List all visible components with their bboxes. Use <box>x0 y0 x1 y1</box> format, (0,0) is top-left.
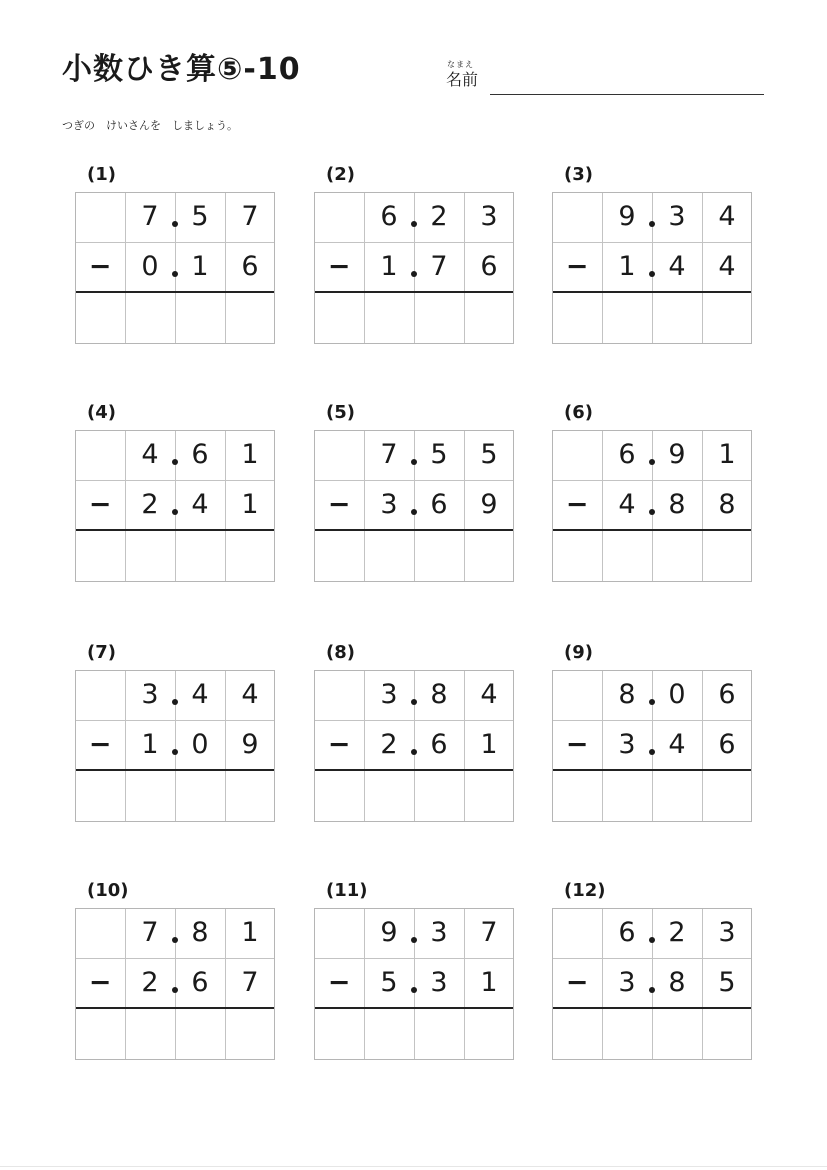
subtrahend-digit: 2 <box>141 489 159 520</box>
minuend-digit: 6 <box>191 439 209 470</box>
minuend-digit: 4 <box>141 439 159 470</box>
minuend-digit: 7 <box>141 201 159 232</box>
subtrahend-digit: 1 <box>380 251 398 282</box>
decimal-point <box>411 937 417 943</box>
minuend-digit: 9 <box>668 439 686 470</box>
minuend-digit: 4 <box>718 201 736 232</box>
problem-label: (7) <box>87 642 116 663</box>
minus-sign: − <box>565 729 589 760</box>
calc-grid <box>314 192 514 344</box>
decimal-point <box>172 459 178 465</box>
subtrahend-digit: 2 <box>141 967 159 998</box>
calc-grid <box>552 908 752 1060</box>
minuend-digit: 6 <box>380 201 398 232</box>
minuend-digit: 1 <box>718 439 736 470</box>
calc-grid <box>75 430 275 582</box>
subtrahend-digit: 6 <box>430 729 448 760</box>
subtrahend-digit: 1 <box>191 251 209 282</box>
problem-label: (1) <box>87 164 116 185</box>
problem-label: (11) <box>326 880 368 901</box>
subtrahend-digit: 8 <box>718 489 736 520</box>
decimal-point <box>172 987 178 993</box>
subtrahend-digit: 4 <box>718 251 736 282</box>
problem-8 <box>314 642 514 832</box>
calc-grid <box>75 192 275 344</box>
decimal-point <box>172 699 178 705</box>
minuend-digit: 7 <box>241 201 259 232</box>
subtrahend-digit: 4 <box>668 251 686 282</box>
calc-grid <box>552 430 752 582</box>
name-ruby: なまえ <box>447 60 474 69</box>
subtrahend-digit: 4 <box>668 729 686 760</box>
subtrahend-digit: 1 <box>618 251 636 282</box>
minuend-digit: 9 <box>380 917 398 948</box>
decimal-point <box>411 509 417 515</box>
subtrahend-digit: 6 <box>430 489 448 520</box>
name-field <box>446 60 764 96</box>
subtrahend-digit: 9 <box>241 729 259 760</box>
minus-sign: − <box>565 489 589 520</box>
subtrahend-digit: 1 <box>241 489 259 520</box>
minus-sign: − <box>88 729 112 760</box>
subtrahend-digit: 6 <box>480 251 498 282</box>
decimal-point <box>411 271 417 277</box>
problem-label: (3) <box>564 164 593 185</box>
calc-grid <box>75 908 275 1060</box>
decimal-point <box>172 271 178 277</box>
minuend-digit: 5 <box>191 201 209 232</box>
subtrahend-digit: 3 <box>430 967 448 998</box>
decimal-point <box>172 509 178 515</box>
minuend-digit: 2 <box>668 917 686 948</box>
minuend-digit: 6 <box>618 917 636 948</box>
minuend-digit: 2 <box>430 201 448 232</box>
minuend-digit: 5 <box>480 439 498 470</box>
subtrahend-digit: 4 <box>618 489 636 520</box>
subtrahend-digit: 5 <box>718 967 736 998</box>
minus-sign: − <box>565 967 589 998</box>
problem-11 <box>314 880 514 1070</box>
decimal-point <box>649 271 655 277</box>
subtrahend-digit: 3 <box>618 729 636 760</box>
subtrahend-digit: 9 <box>480 489 498 520</box>
decimal-point <box>411 749 417 755</box>
minus-sign: − <box>327 729 351 760</box>
problem-2 <box>314 164 514 354</box>
decimal-point <box>172 749 178 755</box>
problem-5 <box>314 402 514 592</box>
calc-grid <box>75 670 275 822</box>
decimal-point <box>649 221 655 227</box>
minus-sign: − <box>327 251 351 282</box>
minuend-digit: 4 <box>191 679 209 710</box>
problem-7 <box>75 642 275 832</box>
problem-12 <box>552 880 752 1070</box>
minus-sign: − <box>327 967 351 998</box>
minuend-digit: 3 <box>430 917 448 948</box>
calc-grid <box>552 670 752 822</box>
problem-1 <box>75 164 275 354</box>
minuend-digit: 7 <box>480 917 498 948</box>
minuend-digit: 6 <box>718 679 736 710</box>
subtrahend-digit: 1 <box>141 729 159 760</box>
minuend-digit: 3 <box>480 201 498 232</box>
problem-label: (5) <box>326 402 355 423</box>
minuend-digit: 6 <box>618 439 636 470</box>
name-write-line <box>490 94 764 95</box>
subtrahend-digit: 6 <box>241 251 259 282</box>
calc-grid <box>314 670 514 822</box>
minus-sign: − <box>88 251 112 282</box>
minuend-digit: 4 <box>241 679 259 710</box>
decimal-point <box>649 937 655 943</box>
worksheet-title: 小数ひき算⑤-10 <box>62 52 301 87</box>
subtrahend-digit: 3 <box>380 489 398 520</box>
decimal-point <box>649 509 655 515</box>
decimal-point <box>411 699 417 705</box>
subtrahend-digit: 6 <box>718 729 736 760</box>
subtrahend-digit: 5 <box>380 967 398 998</box>
decimal-point <box>172 221 178 227</box>
subtrahend-digit: 1 <box>480 967 498 998</box>
minuend-digit: 8 <box>191 917 209 948</box>
footer-rule <box>0 1166 827 1167</box>
problem-3 <box>552 164 752 354</box>
subtrahend-digit: 2 <box>380 729 398 760</box>
minus-sign: − <box>327 489 351 520</box>
minus-sign: − <box>88 489 112 520</box>
minuend-digit: 8 <box>618 679 636 710</box>
problem-label: (12) <box>564 880 606 901</box>
minuend-digit: 7 <box>380 439 398 470</box>
subtrahend-digit: 7 <box>241 967 259 998</box>
decimal-point <box>649 749 655 755</box>
calc-grid <box>552 192 752 344</box>
decimal-point <box>649 987 655 993</box>
minus-sign: − <box>88 967 112 998</box>
minuend-digit: 8 <box>430 679 448 710</box>
subtrahend-digit: 6 <box>191 967 209 998</box>
minuend-digit: 9 <box>618 201 636 232</box>
minuend-digit: 7 <box>141 917 159 948</box>
minuend-digit: 3 <box>668 201 686 232</box>
subtrahend-digit: 8 <box>668 967 686 998</box>
name-label: 名前 <box>446 70 479 89</box>
problem-label: (9) <box>564 642 593 663</box>
decimal-point <box>649 699 655 705</box>
instruction-text: つぎの けいさんを しましょう。 <box>62 119 238 132</box>
decimal-point <box>649 459 655 465</box>
subtrahend-digit: 4 <box>191 489 209 520</box>
decimal-point <box>411 459 417 465</box>
minuend-digit: 1 <box>241 439 259 470</box>
subtrahend-digit: 3 <box>618 967 636 998</box>
minuend-digit: 0 <box>668 679 686 710</box>
decimal-point <box>411 987 417 993</box>
calc-grid <box>314 908 514 1060</box>
minuend-digit: 3 <box>141 679 159 710</box>
calc-grid <box>314 430 514 582</box>
subtrahend-digit: 0 <box>191 729 209 760</box>
decimal-point <box>411 221 417 227</box>
subtrahend-digit: 8 <box>668 489 686 520</box>
problem-label: (10) <box>87 880 129 901</box>
minuend-digit: 3 <box>718 917 736 948</box>
problem-10 <box>75 880 275 1070</box>
problem-label: (6) <box>564 402 593 423</box>
subtrahend-digit: 1 <box>480 729 498 760</box>
problem-label: (8) <box>326 642 355 663</box>
subtrahend-digit: 0 <box>141 251 159 282</box>
problem-6 <box>552 402 752 592</box>
decimal-point <box>172 937 178 943</box>
minus-sign: − <box>565 251 589 282</box>
minuend-digit: 1 <box>241 917 259 948</box>
subtrahend-digit: 7 <box>430 251 448 282</box>
minuend-digit: 5 <box>430 439 448 470</box>
problem-4 <box>75 402 275 592</box>
problem-label: (2) <box>326 164 355 185</box>
minuend-digit: 3 <box>380 679 398 710</box>
problem-9 <box>552 642 752 832</box>
problem-label: (4) <box>87 402 116 423</box>
minuend-digit: 4 <box>480 679 498 710</box>
